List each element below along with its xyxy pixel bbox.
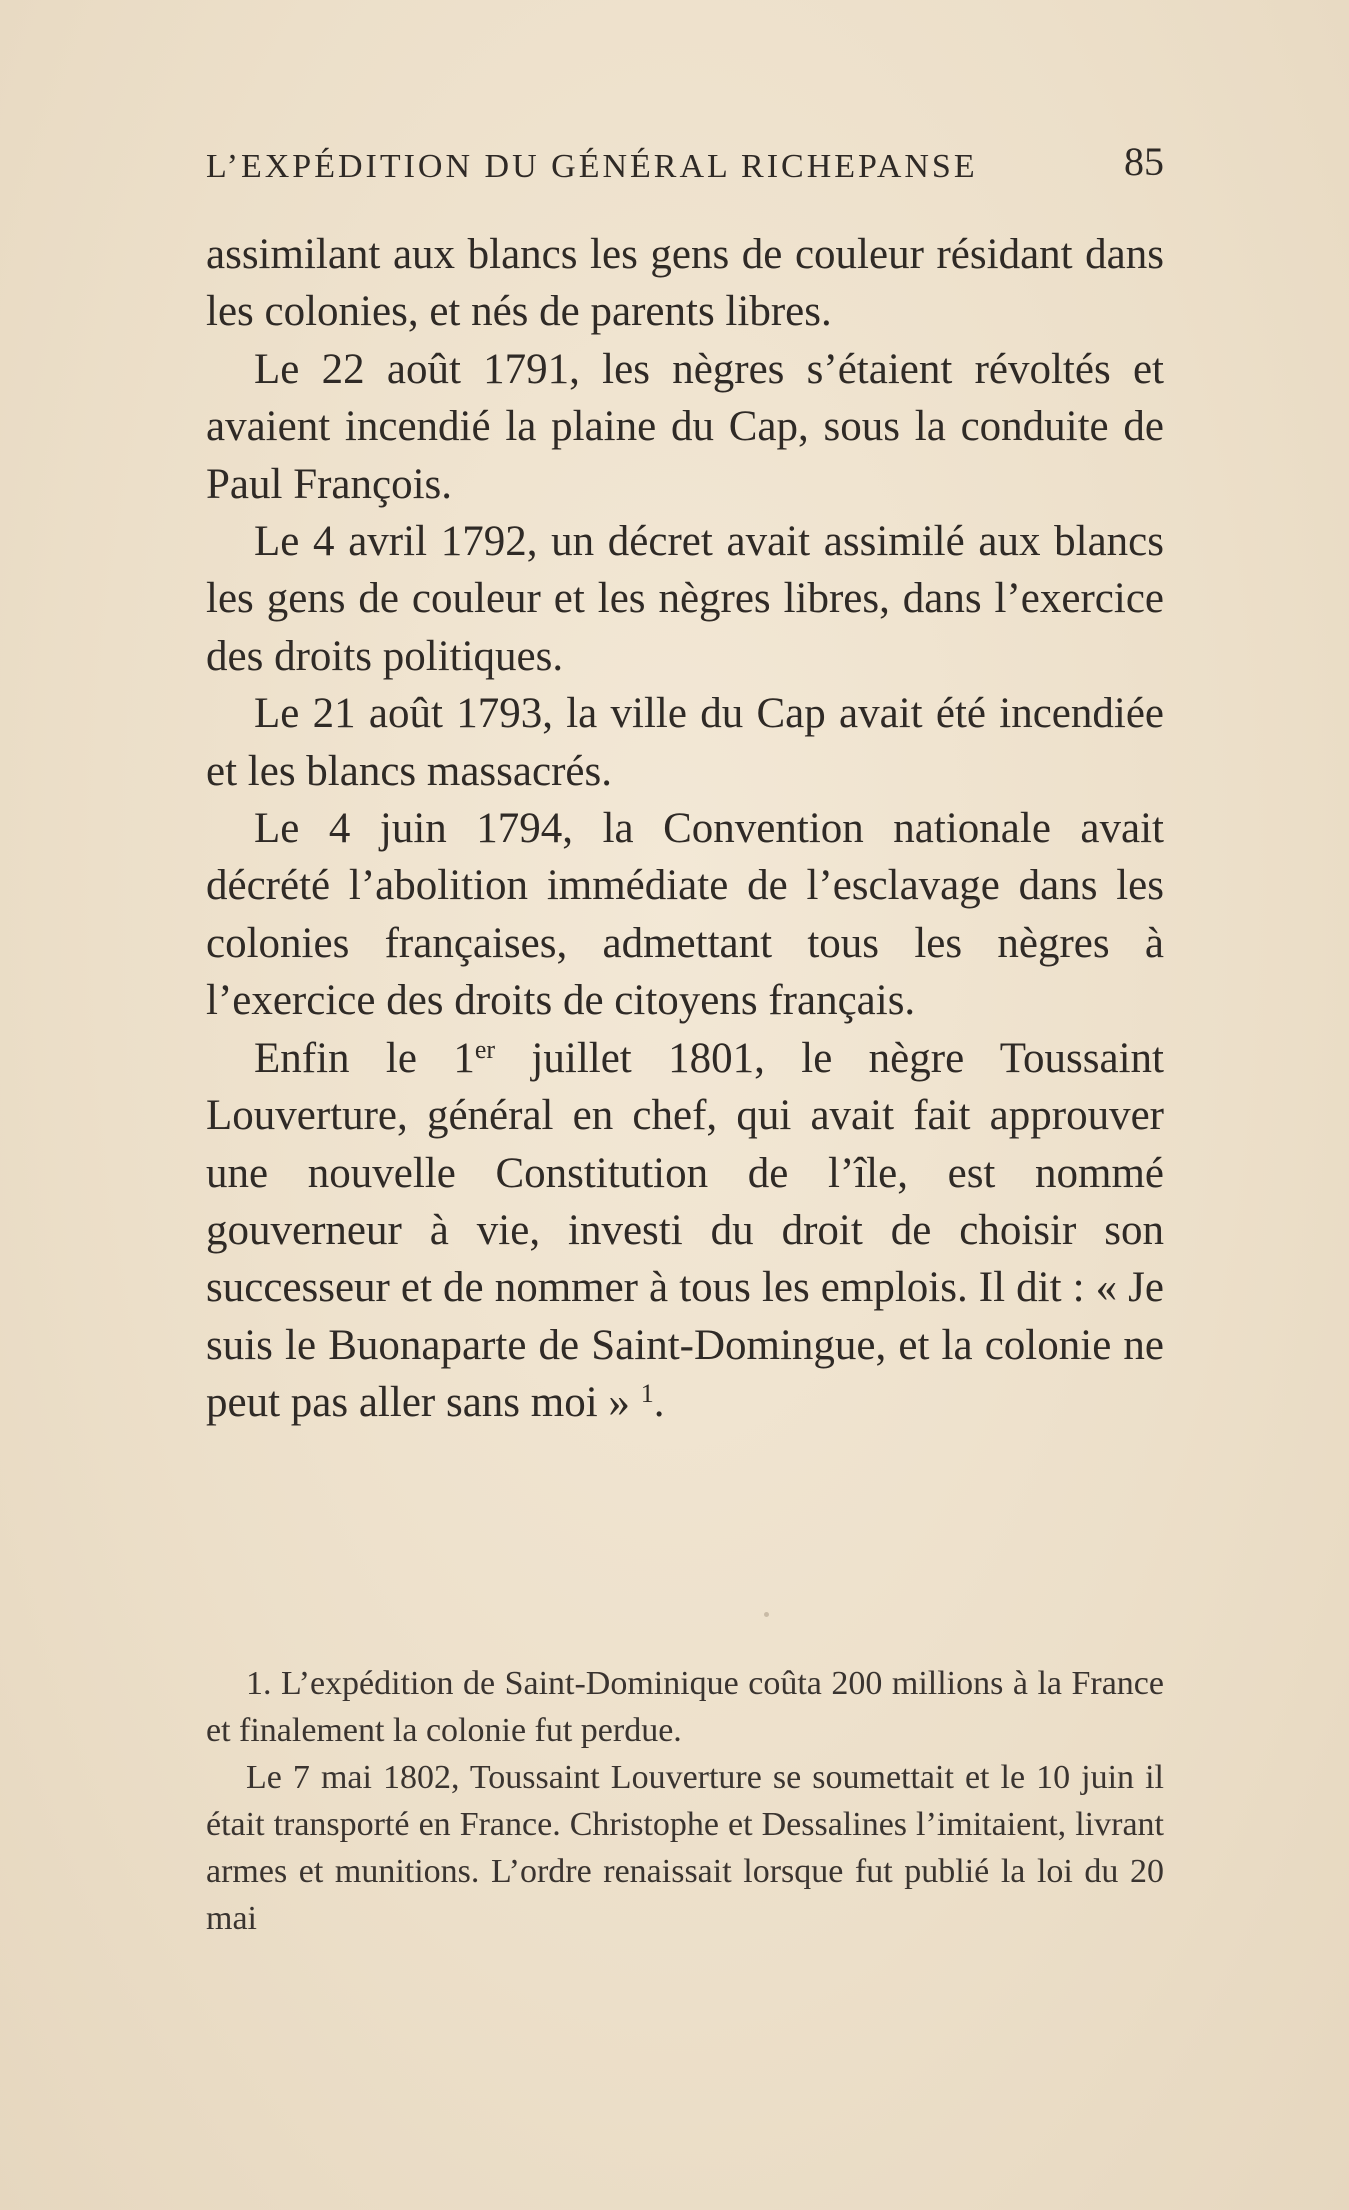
running-title: L’EXPÉDITION DU GÉNÉRAL RICHEPANSE bbox=[206, 148, 978, 185]
paragraph-6 bbox=[206, 1030, 1164, 1432]
ordinal-superscript: er bbox=[474, 1034, 496, 1064]
paragraph-4: Le 21 août 1793, la ville du Cap avait été incendiée et les blancs massacrés. bbox=[206, 690, 1164, 795]
footnote-1-continued: Le 7 mai 1802, Toussaint Louverture se soumettait et le 10 juin il était transporté en France. Christophe et Dessalines l’imitaient, livrant armes et munitions. L’ordre renaissait lorsque fut publié la loi du 20 mai bbox=[206, 1759, 1164, 1937]
paragraph-6-end: juillet 1801, le nègre Toussaint Louverture, général en chef, qui avait fait approuver une nouvelle Constitution de l’île, est nommé gouverneur à vie, investi du droit de choisir son successeur et de nommer à tous les emplois. Il dit : « Je suis le Buonaparte de Saint-Domingue, et la colonie ne peut pas aller sans moi » bbox=[206, 1034, 1164, 1427]
paragraph-6-start: Enfin le 1 bbox=[254, 1034, 475, 1082]
body-text bbox=[206, 226, 1164, 1432]
footnotes bbox=[206, 1660, 1164, 1942]
running-head bbox=[206, 138, 1164, 188]
paragraph-2: Le 22 août 1791, les nègres s’étaient révoltés et avaient incendié la plaine du Cap, sous la conduite de Paul François. bbox=[206, 345, 1164, 508]
footnote-1: 1. L’expédition de Saint-Dominique coûta 200 millions à la France et finalement la colonie fut perdue. bbox=[206, 1665, 1164, 1749]
footnote-reference: 1 bbox=[640, 1379, 654, 1409]
print-speck bbox=[764, 1612, 769, 1617]
paragraph-6-tail: . bbox=[653, 1379, 665, 1427]
paragraph-5: Le 4 juin 1794, la Convention nationale avait décrété l’abolition immédiate de l’esclavage dans les colonies françaises, admettant tous les nègres à l’exercice des droits de citoyens français. bbox=[206, 805, 1164, 1025]
paragraph-3: Le 4 avril 1792, un décret avait assimilé aux blancs les gens de couleur et les nègres libres, dans l’exercice des droits politiques. bbox=[206, 518, 1164, 680]
paragraph-1: assimilant aux blancs les gens de couleur résidant dans les colonies, et nés de parents libres. bbox=[206, 231, 1164, 336]
page-number: 85 bbox=[1124, 139, 1164, 184]
